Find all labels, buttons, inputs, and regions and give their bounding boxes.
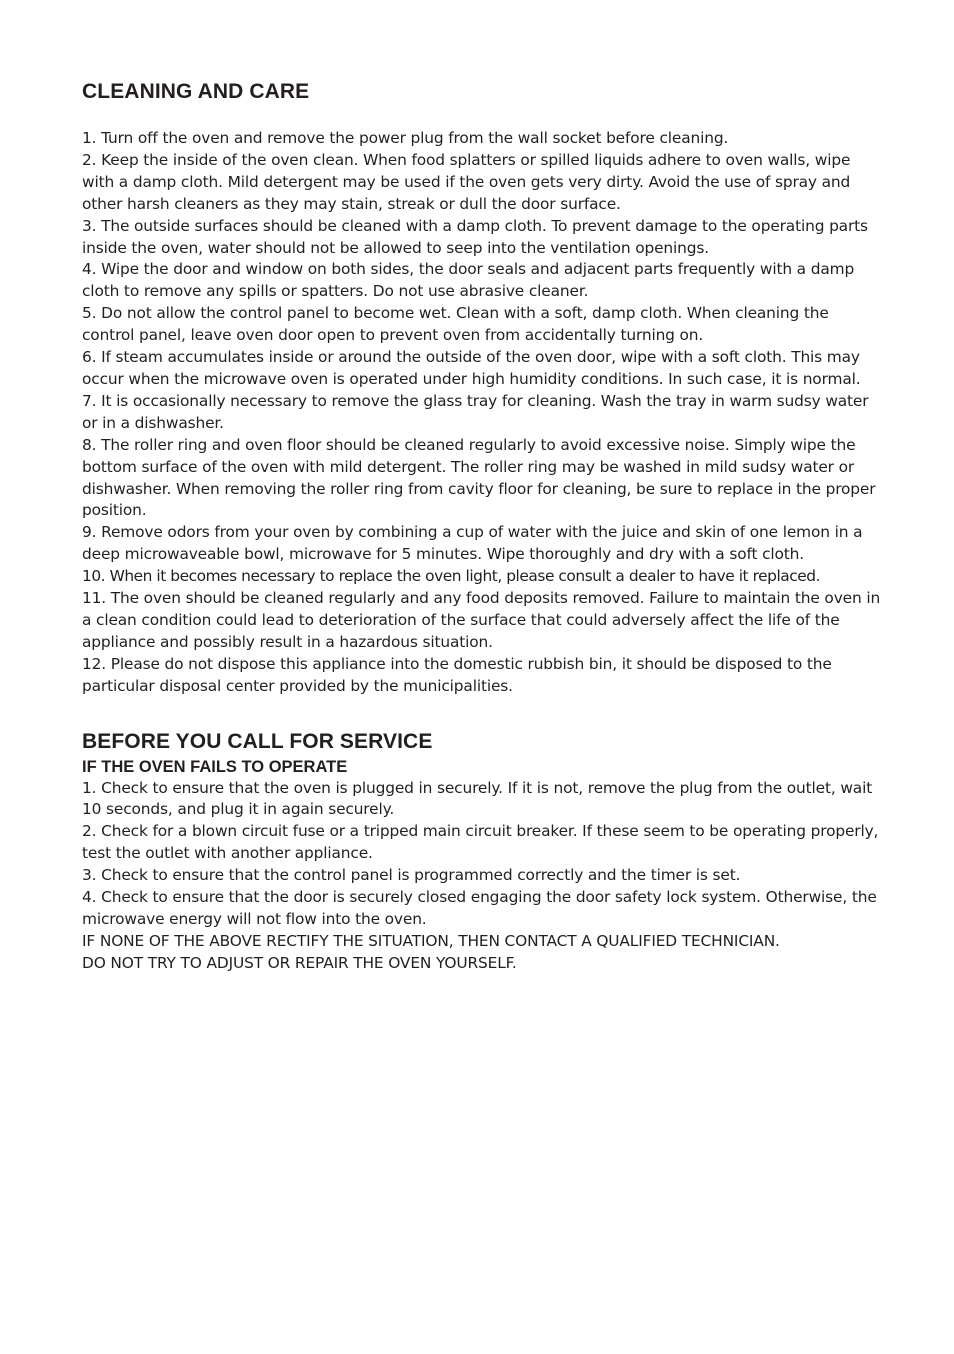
service-list [82,778,882,975]
manual-page [82,78,882,975]
cleaning-item: 1. Turn off the oven and remove the power plug from the wall socket before cleaning. [82,129,729,147]
service-title: BEFORE YOU CALL FOR SERVICE [82,729,433,753]
service-subtitle: IF THE OVEN FAILS TO OPERATE [82,757,348,776]
service-item: 3. Check to ensure that the control panel is programmed correctly and the timer is set. [82,866,741,885]
service-warning: DO NOT TRY TO ADJUST OR REPAIR THE OVEN YOURSELF. [82,953,517,972]
cleaning-title: CLEANING AND CARE [82,80,310,103]
cleaning-item: 8. The roller ring and oven floor should be cleaned regularly to avoid excessive noise. Simply wipe the bottom surface of the oven with mild detergent. The roller ring may be washed in mild sudsy water or dishwasher. When removing the roller ring from cavity floor for cleaning, be sure to replace in the proper position. [82,435,876,520]
cleaning-item: 2. Keep the inside of the oven clean. When food splatters or spilled liquids adhere to oven walls, wipe with a damp cloth. Mild detergent may be used if the oven gets very dirty. Avoid the use of spray and other harsh cleaners as they may stain, streak or dull the door surface. [82,150,851,213]
service-item: 4. Check to ensure that the door is securely closed engaging the door safety lock system. Otherwise, the microwave energy will not flow into the oven. [82,888,877,928]
cleaning-item: 6. If steam accumulates inside or around the outside of the oven door, wipe with a soft cloth. This may occur when the microwave oven is operated under high humidity conditions. In such case, it is normal. [82,348,861,388]
cleaning-item: 7. It is occasionally necessary to remove the glass tray for cleaning. Wash the tray in warm sudsy water or in a dishwasher. [82,391,869,432]
service-item: 1. Check to ensure that the oven is plugged in securely. If it is not, remove the plug from the outlet, wait 10 seconds, and plug it in again securely. [82,778,873,819]
cleaning-item: 11. The oven should be cleaned regularly and any food deposits removed. Failure to maintain the oven in a clean condition could lead to deterioration of the surface that could adversely affect the life of the appliance and possibly result in a hazardous situation. [82,589,881,651]
cleaning-item: 9. Remove odors from your oven by combining a cup of water with the juice and skin of one lemon in a deep microwaveable bowl, microwave for 5 minutes. Wipe thoroughly and dry with a soft cloth. [82,523,863,564]
service-item: 2. Check for a blown circuit fuse or a tripped main circuit breaker. If these seem to be operating properly, test the outlet with another appliance. [82,822,879,863]
cleaning-item: 12. Please do not dispose this appliance into the domestic rubbish bin, it should be disposed to the particular disposal center provided by the municipalities. [82,654,832,695]
cleaning-item: 10. When it becomes necessary to replace the oven light, please consult a dealer to have it replaced. [82,567,821,586]
cleaning-item: 3. The outside surfaces should be cleaned with a damp cloth. To prevent damage to the operating parts inside the oven, water should not be allowed to seep into the ventilation openings. [82,216,868,257]
cleaning-item: 4. Wipe the door and window on both sides, the door seals and adjacent parts frequently with a damp cloth to remove any spills or spatters. Do not use abrasive cleaner. [82,260,855,301]
cleaning-item: 5. Do not allow the control panel to become wet. Clean with a soft, damp cloth. When cleaning the control panel, leave oven door open to prevent oven from accidentally turning on. [82,304,829,345]
service-warning: IF NONE OF THE ABOVE RECTIFY THE SITUATION, THEN CONTACT A QUALIFIED TECHNICIAN. [82,931,780,950]
cleaning-list [82,128,882,698]
